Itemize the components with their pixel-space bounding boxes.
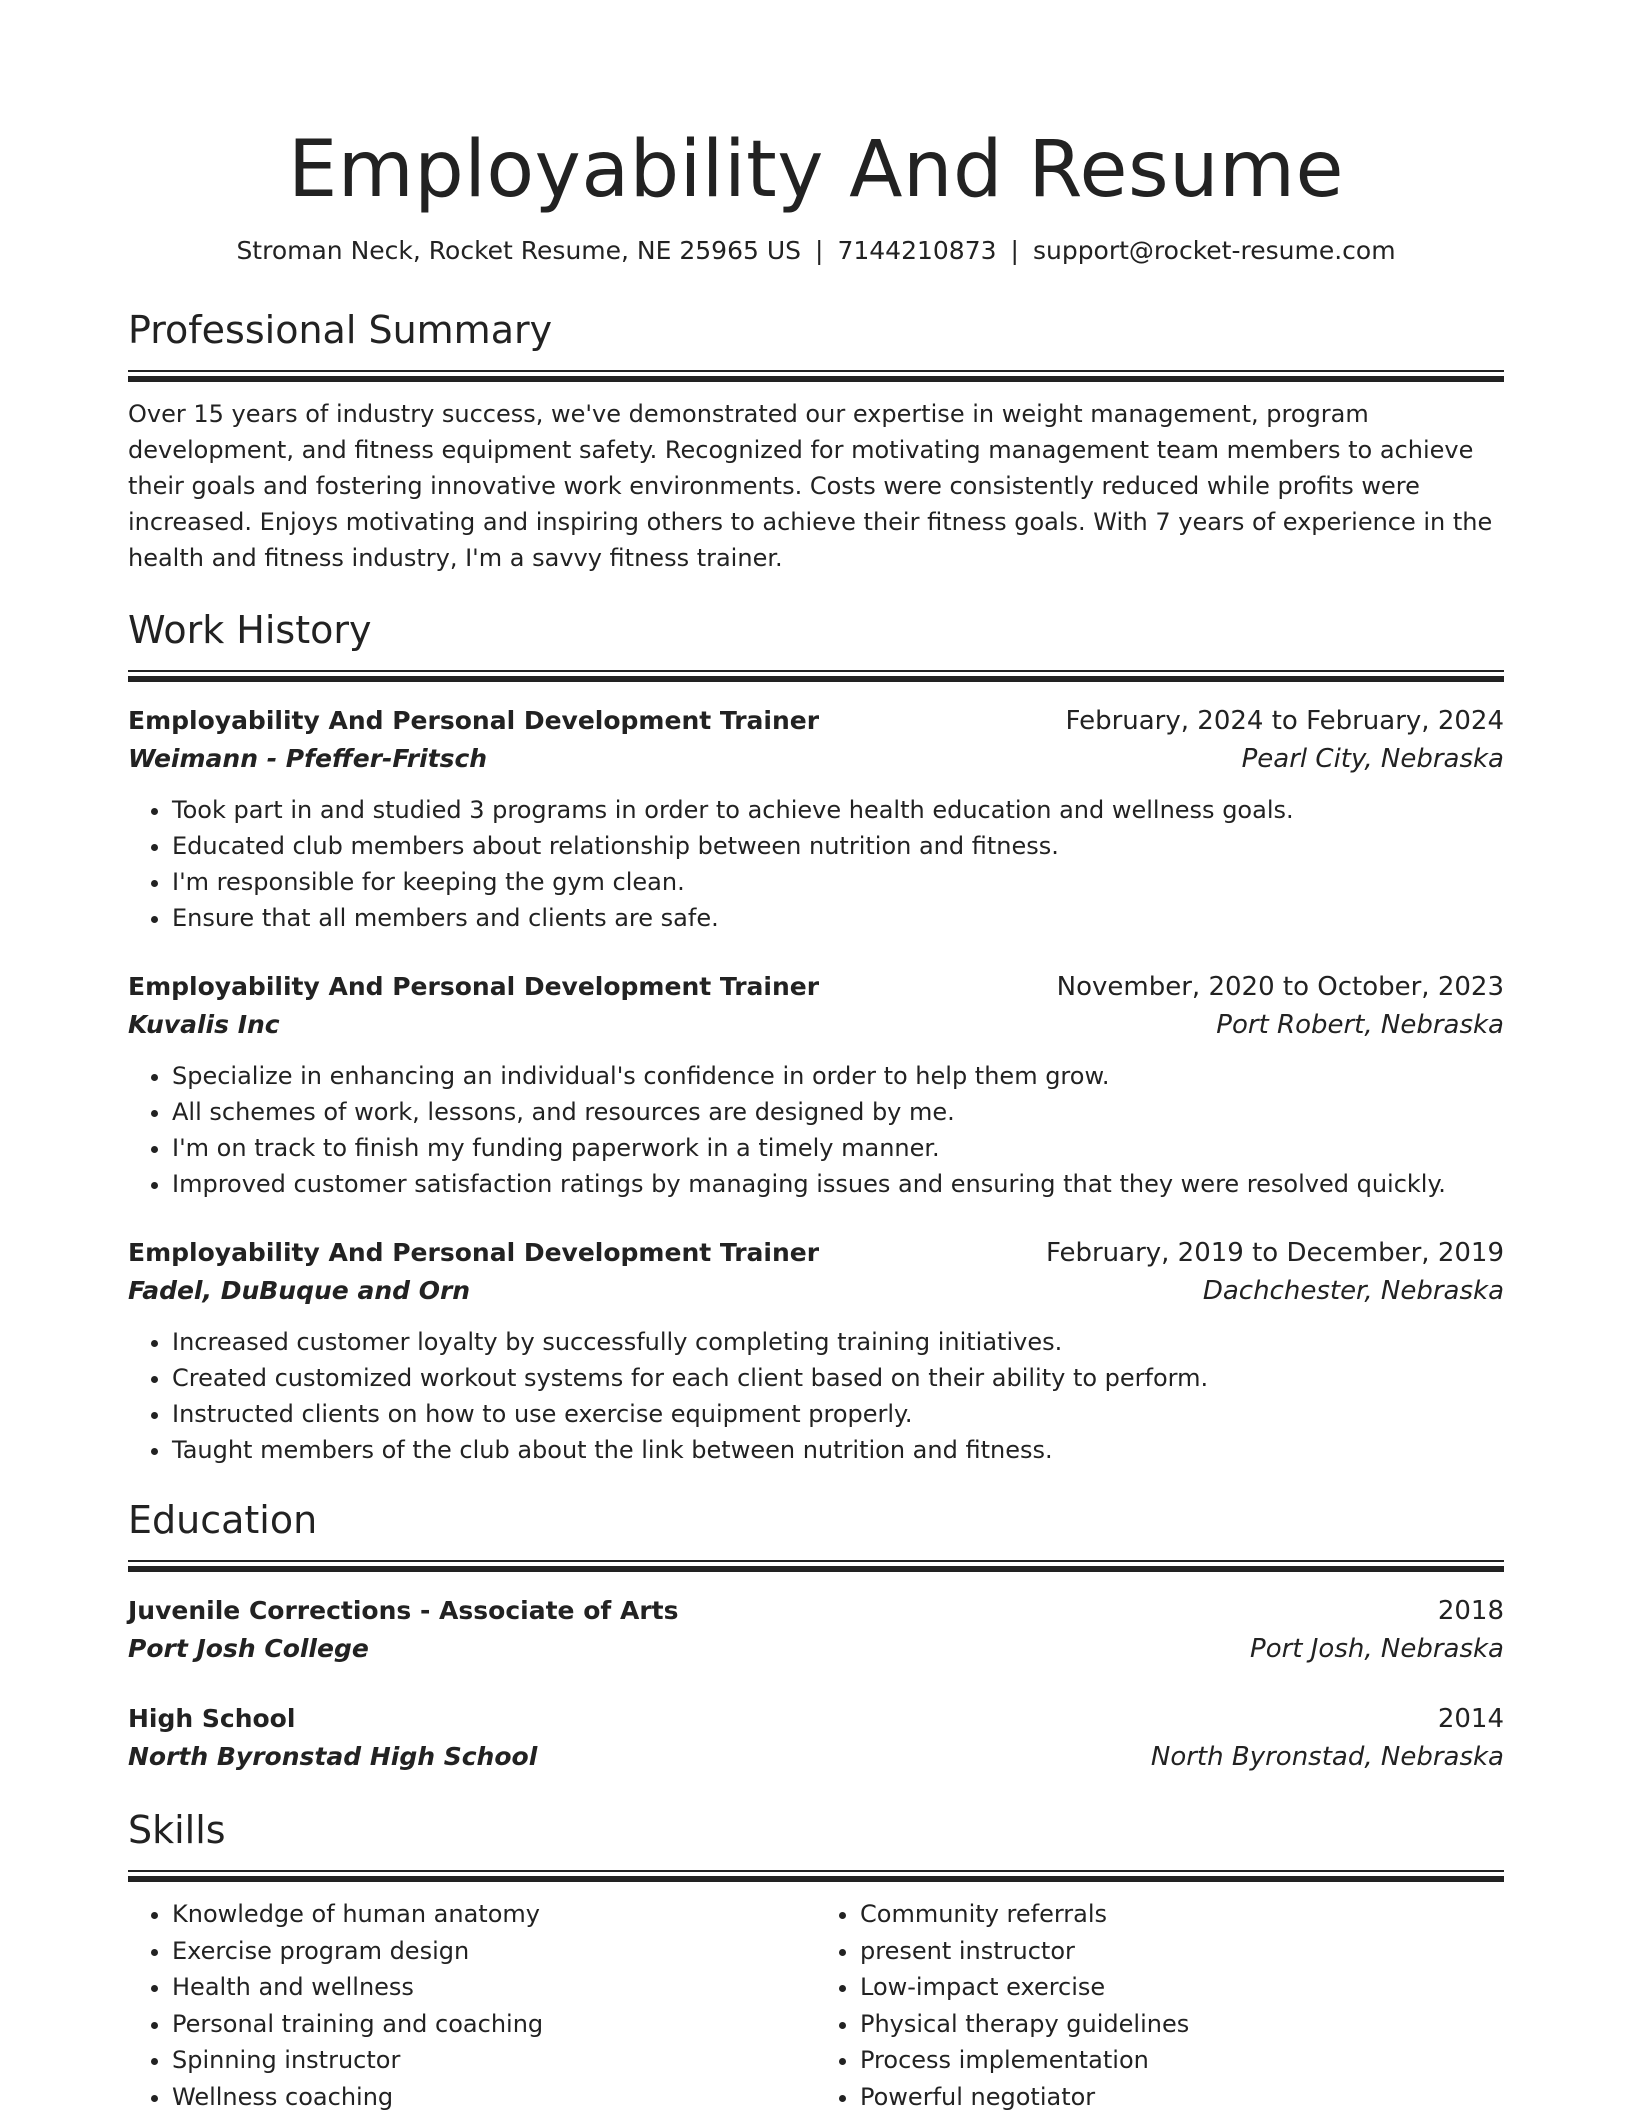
education-location: North Byronstad, Nebraska bbox=[1151, 1738, 1504, 1776]
section-title-work: Work History bbox=[128, 606, 1504, 654]
education-year: 2018 bbox=[1438, 1592, 1504, 1630]
list-item: • Took part in and studied 3 programs in order to achieve health education and wellness goals. bbox=[172, 792, 1504, 828]
professional-summary-section bbox=[128, 306, 1504, 576]
skills-list-right bbox=[816, 1896, 1504, 2115]
list-item: • Specialize in enhancing an individual's confidence in order to help them grow. bbox=[172, 1058, 1504, 1094]
contact-email[interactable]: support@rocket-resume.com bbox=[1033, 236, 1396, 265]
job-duties-list bbox=[128, 1058, 1504, 1202]
section-divider bbox=[128, 370, 1504, 382]
work-history-section bbox=[128, 606, 1504, 1468]
education-school-row bbox=[128, 1630, 1504, 1668]
section-divider bbox=[128, 1560, 1504, 1572]
job-title: Employability And Personal Development Trainer bbox=[128, 968, 819, 1006]
contact-line bbox=[128, 234, 1504, 268]
skills-section bbox=[128, 1806, 1504, 2115]
section-divider bbox=[128, 1870, 1504, 1882]
list-item: • Improved customer satisfaction ratings by managing issues and ensuring that they were resolved quickly. bbox=[172, 1166, 1504, 1202]
candidate-name: Employability And Resume bbox=[128, 0, 1504, 218]
job-header-row bbox=[128, 968, 1504, 1006]
list-item: • Community referrals bbox=[860, 1896, 1504, 1933]
list-item: • Instructed clients on how to use exercise equipment properly. bbox=[172, 1396, 1504, 1432]
education-degree: Juvenile Corrections - Associate of Arts bbox=[128, 1592, 678, 1630]
education-header-row bbox=[128, 1700, 1504, 1738]
job-header-row bbox=[128, 702, 1504, 740]
section-title-summary: Professional Summary bbox=[128, 306, 1504, 354]
education-header-row bbox=[128, 1592, 1504, 1630]
skills-grid bbox=[128, 1896, 1504, 2115]
job-title: Employability And Personal Development Trainer bbox=[128, 1234, 819, 1272]
skills-list-left bbox=[128, 1896, 816, 2115]
job-dates: February, 2024 to February, 2024 bbox=[1066, 702, 1504, 740]
education-degree: High School bbox=[128, 1700, 295, 1738]
list-item: • present instructor bbox=[860, 1933, 1504, 1970]
job-duties-list bbox=[128, 1324, 1504, 1468]
education-school: Port Josh College bbox=[128, 1630, 369, 1668]
education-entry bbox=[128, 1700, 1504, 1776]
section-divider bbox=[128, 670, 1504, 682]
job-company-row bbox=[128, 740, 1504, 778]
job-entry bbox=[128, 968, 1504, 1202]
education-location: Port Josh, Nebraska bbox=[1250, 1630, 1504, 1668]
list-item: • Exercise program design bbox=[172, 1933, 816, 1970]
job-company-row bbox=[128, 1006, 1504, 1044]
job-title: Employability And Personal Development Trainer bbox=[128, 702, 819, 740]
job-duties-list bbox=[128, 792, 1504, 936]
list-item: • Process implementation bbox=[860, 2042, 1504, 2079]
job-entry bbox=[128, 1234, 1504, 1468]
education-school-row bbox=[128, 1738, 1504, 1776]
contact-separator: | bbox=[801, 236, 837, 265]
education-school: North Byronstad High School bbox=[128, 1738, 537, 1776]
education-section bbox=[128, 1496, 1504, 1776]
job-header-row bbox=[128, 1234, 1504, 1272]
contact-phone: 7144210873 bbox=[837, 236, 996, 265]
job-company-row bbox=[128, 1272, 1504, 1310]
list-item: • Powerful negotiator bbox=[860, 2079, 1504, 2115]
job-company: Weimann - Pfeffer-Fritsch bbox=[128, 740, 487, 778]
list-item: • Knowledge of human anatomy bbox=[172, 1896, 816, 1933]
summary-text: Over 15 years of industry success, we've demonstrated our expertise in weight management, program development, and fitness equipment safety. Recognized for motivating management team members to achieve their goals and fostering innovative work environments. Costs were consistently reduced while profits were increased. Enjoys motivating and inspiring others to achieve their fitness goals. With 7 years of experience in the health and fitness industry, I'm a savvy fitness trainer. bbox=[128, 396, 1504, 576]
job-entry bbox=[128, 702, 1504, 936]
job-company: Kuvalis Inc bbox=[128, 1006, 280, 1044]
education-entry bbox=[128, 1592, 1504, 1668]
list-item: • Health and wellness bbox=[172, 1969, 816, 2006]
list-item: • Wellness coaching bbox=[172, 2079, 816, 2115]
list-item: • Personal training and coaching bbox=[172, 2006, 816, 2043]
education-year: 2014 bbox=[1438, 1700, 1504, 1738]
section-title-skills: Skills bbox=[128, 1806, 1504, 1854]
list-item: • Ensure that all members and clients are safe. bbox=[172, 900, 1504, 936]
list-item: • Created customized workout systems for each client based on their ability to perform. bbox=[172, 1360, 1504, 1396]
contact-address: Stroman Neck, Rocket Resume, NE 25965 US bbox=[236, 236, 801, 265]
list-item: • I'm on track to finish my funding paperwork in a timely manner. bbox=[172, 1130, 1504, 1166]
list-item: • Low-impact exercise bbox=[860, 1969, 1504, 2006]
section-title-education: Education bbox=[128, 1496, 1504, 1544]
job-company: Fadel, DuBuque and Orn bbox=[128, 1272, 470, 1310]
job-dates: February, 2019 to December, 2019 bbox=[1046, 1234, 1504, 1272]
contact-separator: | bbox=[997, 236, 1033, 265]
list-item: • Taught members of the club about the link between nutrition and fitness. bbox=[172, 1432, 1504, 1468]
job-location: Port Robert, Nebraska bbox=[1216, 1006, 1504, 1044]
list-item: • All schemes of work, lessons, and resources are designed by me. bbox=[172, 1094, 1504, 1130]
job-dates: November, 2020 to October, 2023 bbox=[1057, 968, 1504, 1006]
list-item: • Physical therapy guidelines bbox=[860, 2006, 1504, 2043]
list-item: • Educated club members about relationship between nutrition and fitness. bbox=[172, 828, 1504, 864]
list-item: • Increased customer loyalty by successfully completing training initiatives. bbox=[172, 1324, 1504, 1360]
job-location: Dachchester, Nebraska bbox=[1203, 1272, 1504, 1310]
list-item: • Spinning instructor bbox=[172, 2042, 816, 2079]
list-item: • I'm responsible for keeping the gym clean. bbox=[172, 864, 1504, 900]
job-location: Pearl City, Nebraska bbox=[1242, 740, 1504, 778]
